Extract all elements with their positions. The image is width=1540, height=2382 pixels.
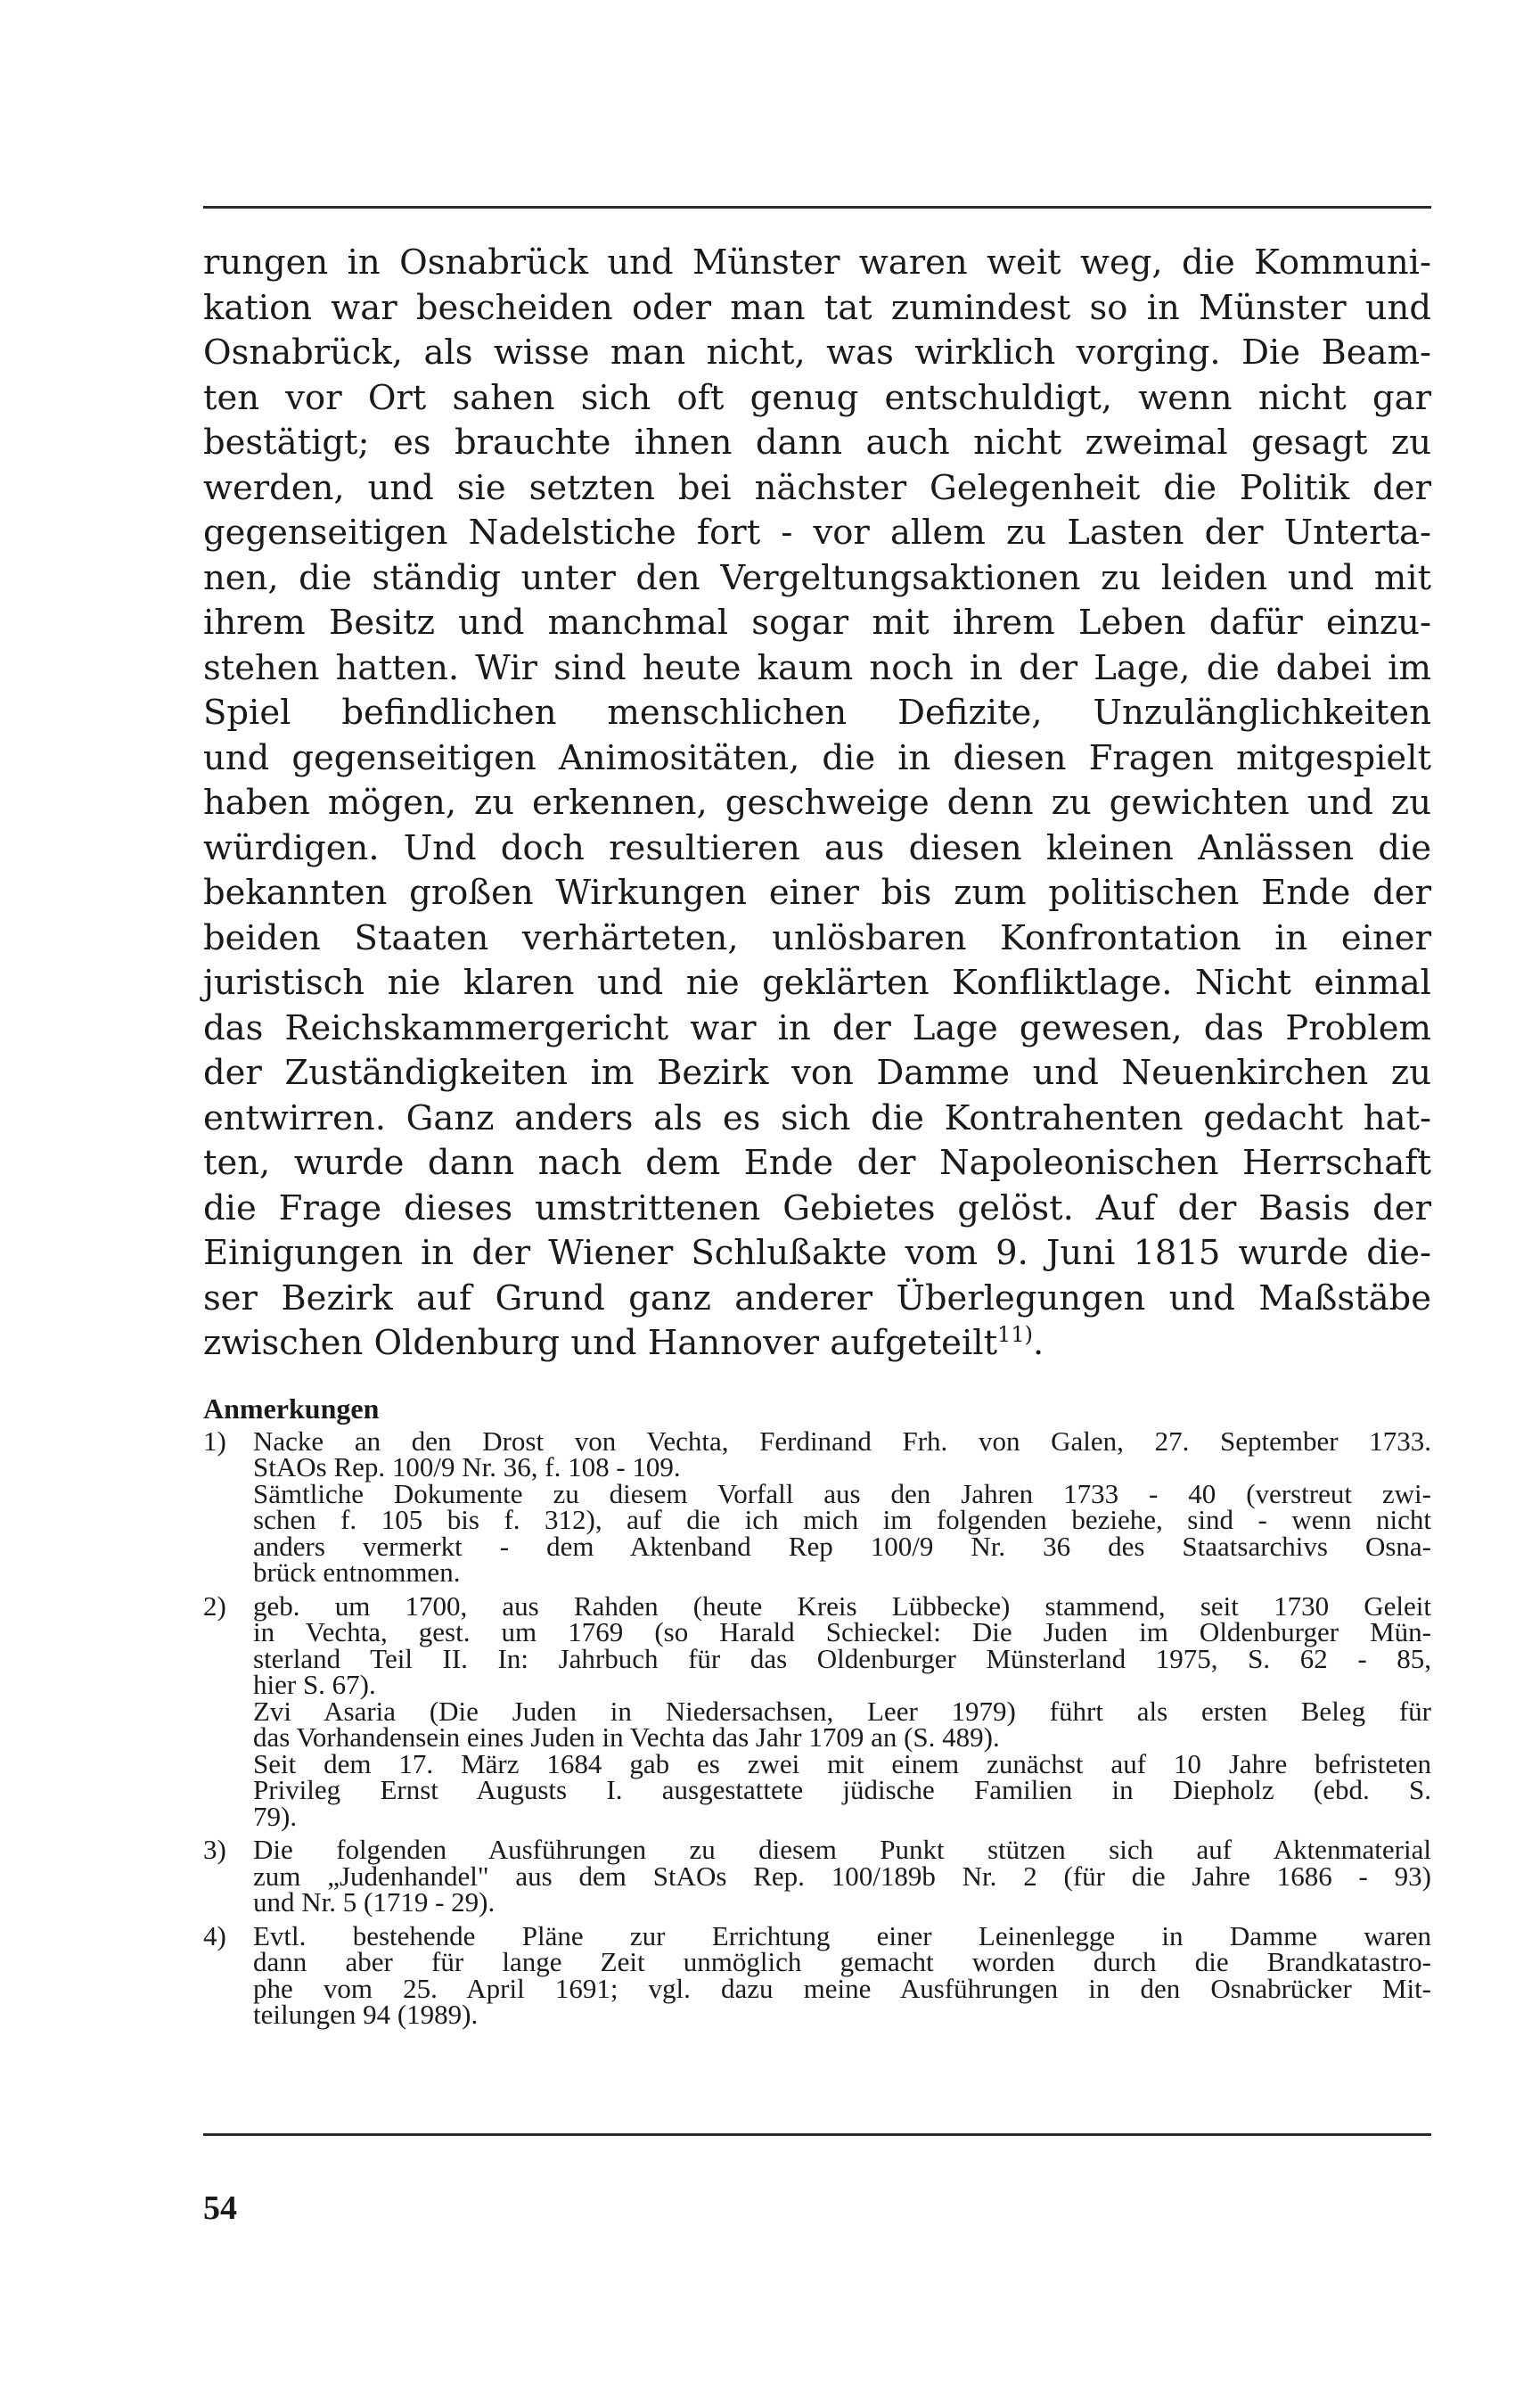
body-line: haben mögen, zu erkennen, geschweige denn zu gewichten und zu: [203, 783, 1431, 823]
footnote-item: [203, 1919, 1431, 2030]
body-line: werden, und sie setzten bei nächster Gelegenheit die Politik der: [203, 467, 1431, 508]
footnote-line: phe vom 25. April 1691; vgl. dazu meine Ausführungen in den Osnabrücker Mit-: [253, 1972, 1431, 2004]
body-line: bekannten großen Wirkungen einer bis zum politischen Ende der: [203, 873, 1431, 913]
body-line-end: .: [1032, 1323, 1044, 1363]
footnote-line: geb. um 1700, aus Rahden (heute Kreis Lübbecke) stammend, seit 1730 Geleit: [253, 1589, 1431, 1622]
footnote-item: [203, 1589, 1431, 1832]
body-line: würdigen. Und doch resultieren aus diesen kleinen Anlässen die: [203, 827, 1431, 868]
body-line: ten vor Ort sahen sich oft genug entschuldigt, wenn nicht gar: [203, 377, 1431, 418]
body-line: der Zuständigkeiten im Bezirk von Damme und Neuenkirchen zu: [203, 1053, 1431, 1093]
body-line: rungen in Osnabrück und Münster waren weit weg, die Kommuni-: [203, 242, 1431, 283]
footnote-line: Zvi Asaria (Die Juden in Niedersachsen, Leer 1979) führt als ersten Beleg für: [253, 1695, 1431, 1727]
body-line: ten, wurde dann nach dem Ende der Napoleonischen Herrschaft: [203, 1143, 1431, 1183]
footnote-line: Die folgenden Ausführungen zu diesem Punkt stützen sich auf Aktenmaterial: [253, 1834, 1431, 1865]
footnote-line: Nacke an den Drost von Vechta, Ferdinand Frh. von Galen, 27. September 1733.: [253, 1425, 1431, 1457]
footnote-line: sterland Teil II. In: Jahrbuch für das Oldenburger Münsterland 1975, S. 62 - 85,: [253, 1642, 1431, 1674]
footnote-line: teilungen 94 (1989).: [253, 1999, 479, 2030]
footnote-line: StAOs Rep. 100/9 Nr. 36, f. 108 - 109.: [253, 1451, 681, 1483]
body-line: bestätigt; es brauchte ihnen dann auch nicht zweimal gesagt zu: [203, 423, 1431, 463]
body-line: [203, 1321, 1431, 1367]
body-line: Spiel befindlichen menschlichen Defizite, Unzulänglichkeiten: [203, 693, 1431, 733]
body-line: ihrem Besitz und manchmal sogar mit ihrem Leben dafür einzu-: [203, 603, 1431, 643]
body-line: Osnabrück, als wisse man nicht, was wirklich vorging. Die Beam-: [203, 333, 1431, 373]
footnote-line: Privileg Ernst Augusts I. ausgestattete jüdische Familien in Diepholz (ebd. S.: [253, 1774, 1431, 1805]
footnote-line: dann aber für lange Zeit unmöglich gemacht worden durch die Brandkatastro-: [253, 1946, 1431, 1977]
body-line: gegenseitigen Nadelstiche fort - vor allem zu Lasten der Unterta-: [203, 513, 1431, 553]
footnote-paragraph: [253, 1747, 1431, 1832]
footnote-line: Seit dem 17. März 1684 gab es zwei mit einem zunächst auf 10 Jahre befristeten: [253, 1747, 1431, 1779]
footnote-line: zum „Judenhandel" aus dem StAOs Rep. 100/189b Nr. 2 (für die Jahre 1686 - 93): [253, 1860, 1431, 1892]
footnote-line: Sämtliche Dokumente zu diesem Vorfall aus den Jahren 1733 - 40 (verstreut zwi-: [253, 1477, 1431, 1509]
footnote-number: 4): [203, 1919, 226, 1951]
footnote-line: in Vechta, gest. um 1769 (so Harald Schieckel: Die Juden im Oldenburger Mün-: [253, 1616, 1431, 1647]
footnote-line: Evtl. bestehende Pläne zur Errichtung einer Leinenlegge in Damme waren: [253, 1919, 1431, 1951]
notes-heading: Anmerkungen: [203, 1392, 380, 1425]
footnote-paragraph: [253, 1695, 1431, 1753]
body-line: und gegenseitigen Animositäten, die in diesen Fragen mitgespielt: [203, 737, 1431, 778]
footnote-paragraph: [253, 1919, 1431, 2030]
footnote-line: anders vermerkt - dem Aktenband Rep 100/9 Nr. 36 des Staatsarchivs Osna-: [253, 1530, 1431, 1562]
footnote-paragraph: [253, 1836, 1431, 1916]
body-line-text: zwischen Oldenburg und Hannover aufgeteilt: [203, 1323, 998, 1363]
footnote-paragraph: [253, 1589, 1431, 1700]
footnote-line: schen f. 105 bis f. 312), auf die ich mich im folgenden beziehe, sind - wenn nicht: [253, 1504, 1431, 1535]
body-paragraph: [203, 241, 1431, 1367]
footnote-paragraph: [253, 1477, 1431, 1588]
footnote-line: und Nr. 5 (1719 - 29).: [253, 1886, 496, 1918]
bottom-rule: [203, 2133, 1431, 2136]
footnote-paragraph: [253, 1425, 1431, 1483]
body-line: stehen hatten. Wir sind heute kaum noch in der Lage, die dabei im: [203, 647, 1431, 688]
body-line: entwirren. Ganz anders als es sich die Kontrahenten gedacht hat-: [203, 1097, 1431, 1138]
body-line: juristisch nie klaren und nie geklärten Konfliktlage. Nicht einmal: [203, 963, 1431, 1003]
body-line: nen, die ständig unter den Vergeltungsaktionen zu leiden und mit: [203, 557, 1431, 598]
footnote-number: 3): [203, 1834, 226, 1865]
body-line: die Frage dieses umstrittenen Gebietes gelöst. Auf der Basis der: [203, 1187, 1431, 1228]
body-line: ser Bezirk auf Grund ganz anderer Überlegungen und Maßstäbe: [203, 1277, 1431, 1318]
footnote-item: [203, 1425, 1431, 1588]
footnote-line: brück entnommen.: [253, 1557, 461, 1588]
page-number: 54: [203, 2189, 237, 2227]
body-line: beiden Staaten verhärteten, unlösbaren Konfrontation in einer: [203, 917, 1431, 958]
footnote-line: hier S. 67).: [253, 1669, 376, 1700]
footnote-item: [203, 1836, 1431, 1916]
body-line: Einigungen in der Wiener Schlußakte vom 9. Juni 1815 wurde die-: [203, 1233, 1431, 1273]
body-line: kation war bescheiden oder man tat zumindest so in Münster und: [203, 287, 1431, 328]
footnote-reference: 11): [997, 1322, 1033, 1348]
footnote-number: 1): [203, 1425, 226, 1457]
footnote-number: 2): [203, 1589, 226, 1622]
footnotes-section: [203, 1392, 1431, 2035]
top-rule: [203, 206, 1431, 209]
body-line: das Reichskammergericht war in der Lage gewesen, das Problem: [203, 1007, 1431, 1048]
footnote-line: das Vorhandensein eines Juden in Vechta das Jahr 1709 an (S. 489).: [253, 1721, 1000, 1753]
footnote-line: 79).: [253, 1800, 298, 1832]
